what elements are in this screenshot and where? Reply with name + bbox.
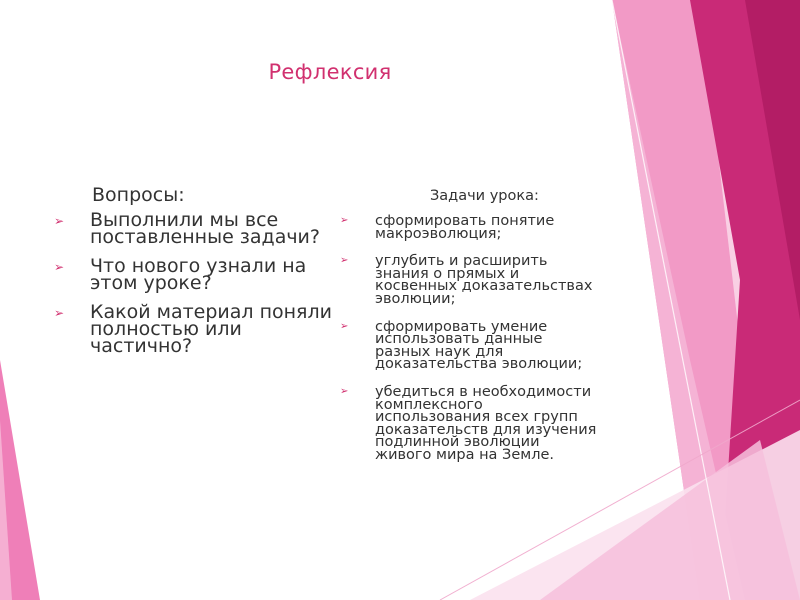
task-text: сформировать умение использовать данные разных наук для доказательства эволюции; [375, 318, 583, 373]
bullet-arrow-icon: ➢ [54, 260, 65, 274]
question-text: Что нового узнали на этом уроке? [90, 255, 307, 294]
bullet-arrow-icon: ➢ [340, 255, 349, 267]
tasks-heading: Задачи урока: [430, 188, 539, 204]
bullet-arrow-icon: ➢ [54, 214, 65, 228]
task-item [338, 383, 600, 463]
task-item [338, 215, 600, 240]
question-item [52, 209, 342, 248]
bullet-arrow-icon: ➢ [340, 215, 349, 226]
task-text: убедиться в необходимости комплексного использования всех групп доказательств для изучения подлинной эволюции живого мира на Земле. [375, 383, 597, 463]
question-item [52, 301, 342, 357]
slide-title: Рефлексия [268, 60, 392, 84]
question-text: Какой материал поняли полностью или частично? [90, 301, 332, 357]
questions-heading: Вопросы: [92, 184, 185, 206]
task-item [338, 255, 600, 305]
questions-section [52, 184, 342, 367]
task-text: углубить и расширить знания о прямых и косвенных доказательствах эволюции; [375, 253, 593, 307]
question-text: Выполнили мы все поставленные задачи? [90, 209, 320, 248]
tasks-section [338, 188, 600, 477]
bullet-arrow-icon: ➢ [340, 385, 349, 397]
question-item [52, 255, 342, 294]
bullet-arrow-icon: ➢ [340, 320, 349, 332]
task-text: сформировать понятие макроэволюция; [375, 213, 555, 242]
bullet-arrow-icon: ➢ [54, 306, 65, 320]
task-item [338, 318, 600, 373]
